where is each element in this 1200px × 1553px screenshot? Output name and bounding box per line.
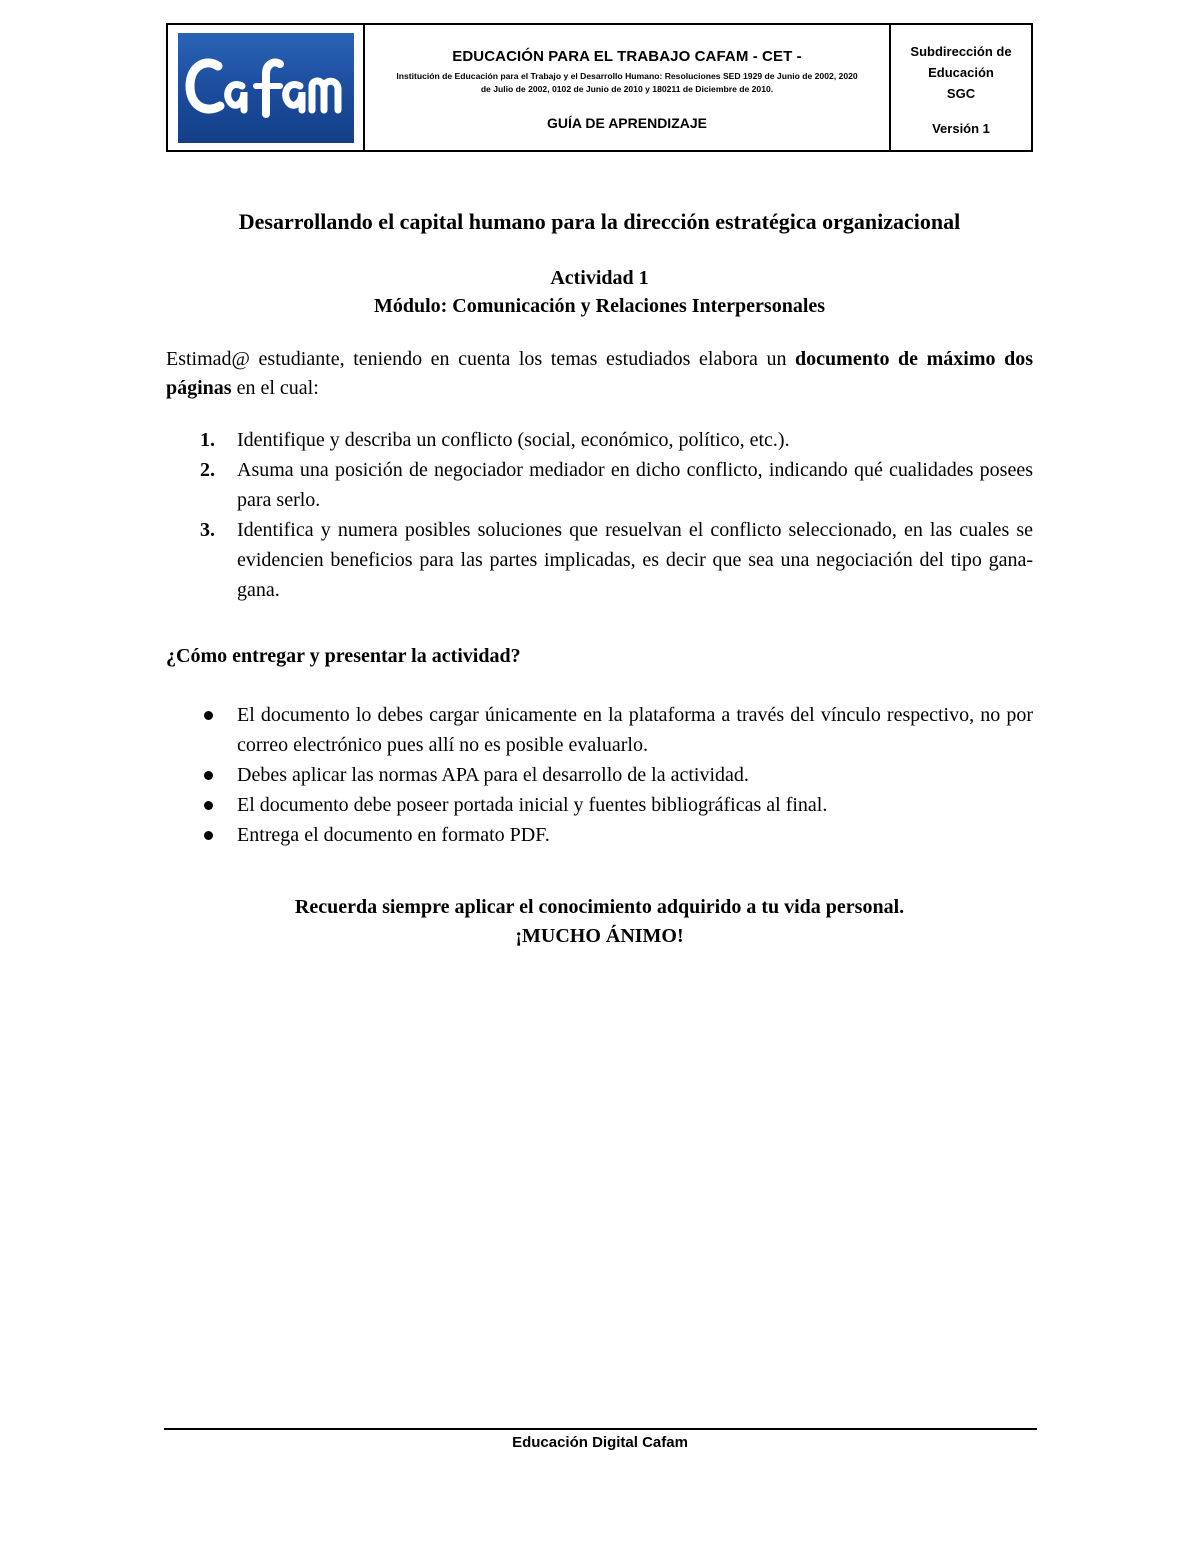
cafam-logo [178, 33, 354, 143]
intro-text-end: en el cual: [231, 377, 319, 399]
department-line-3: SGC [946, 86, 976, 101]
bullet-icon [204, 711, 213, 720]
intro-text-start: Estimad@ estudiante, teniendo en cuenta los temas estudiados elabora un [166, 348, 796, 370]
activity-heading [166, 264, 1033, 320]
document-header [166, 23, 1033, 152]
footer-text: Educación Digital Cafam [512, 1434, 688, 1451]
module-label: Módulo: Comunicación y Relaciones Interpersonales [373, 295, 826, 317]
document-title: Desarrollando el capital humano para la dirección estratégica organizacional [238, 209, 961, 234]
step-number: 2. [200, 459, 215, 481]
list-item [166, 700, 1033, 760]
institution-title: EDUCACIÓN PARA EL TRABAJO CAFAM - CET - [452, 48, 802, 65]
guide-label: GUÍA DE APRENDIZAJE [547, 115, 707, 131]
version-label: Versión 1 [932, 121, 990, 136]
logo-cell [168, 25, 365, 150]
closing-line-1: Recuerda siempre aplicar el conocimiento adquirido a tu vida personal. [294, 896, 905, 918]
step-text: Asuma una posición de negociador mediador en dicho conflicto, indicando qué cualidades posees para serlo. [237, 459, 1033, 511]
delivery-question: ¿Cómo entregar y presentar la actividad? [166, 645, 521, 667]
department-line-2: Educación [928, 65, 994, 80]
header-right-cell [891, 25, 1031, 150]
bullet-text: El documento lo debes cargar únicamente en la plataforma a través del vínculo respectivo, no por correo electrónico pues allí no es posible evaluarlo. [237, 704, 1033, 756]
bullet-icon [204, 801, 213, 810]
cafam-logo-wordmark [184, 48, 348, 128]
list-item [166, 790, 1033, 820]
bullet-text: El documento debe poseer portada inicial y fuentes bibliográficas al final. [237, 794, 828, 816]
closing-line-2: ¡MUCHO ÁNIMO! [515, 925, 684, 947]
step-number: 3. [200, 519, 215, 541]
list-item [166, 515, 1033, 605]
closing-message [166, 893, 1033, 951]
intro-paragraph [166, 345, 1033, 403]
list-item [166, 455, 1033, 515]
intro-text-bold: documento de máximo dos páginas [166, 348, 1033, 399]
list-item [166, 760, 1033, 790]
activity-label: Actividad 1 [550, 267, 649, 289]
header-center-cell [365, 25, 891, 150]
department-line-1: Subdirección de [910, 44, 1012, 59]
bullet-text: Entrega el documento en formato PDF. [237, 824, 550, 846]
institution-resolutions: Institución de Educación para el Trabajo y el Desarrollo Humano: Resoluciones SED 1929 de Junio de 2002, 2020 de Julio de 2002, 0102 de Junio de 2010 y 180211 de Diciembre de 2010. [396, 71, 858, 94]
bullet-icon [204, 831, 213, 840]
step-text: Identifica y numera posibles soluciones que resuelvan el conflicto seleccionado, en las cuales se evidencien beneficios para las partes implicadas, es decir que sea una negociación del tipo gana-gana. [237, 519, 1033, 601]
bullet-icon [204, 771, 213, 780]
step-text: Identifique y describa un conflicto (social, económico, político, etc.). [237, 429, 790, 451]
list-item [166, 425, 1033, 455]
delivery-bullets [166, 700, 1033, 850]
steps-list [166, 425, 1033, 605]
step-number: 1. [200, 429, 215, 451]
footer-divider [164, 1428, 1037, 1430]
bullet-text: Debes aplicar las normas APA para el desarrollo de la actividad. [237, 764, 749, 786]
list-item [166, 820, 1033, 850]
